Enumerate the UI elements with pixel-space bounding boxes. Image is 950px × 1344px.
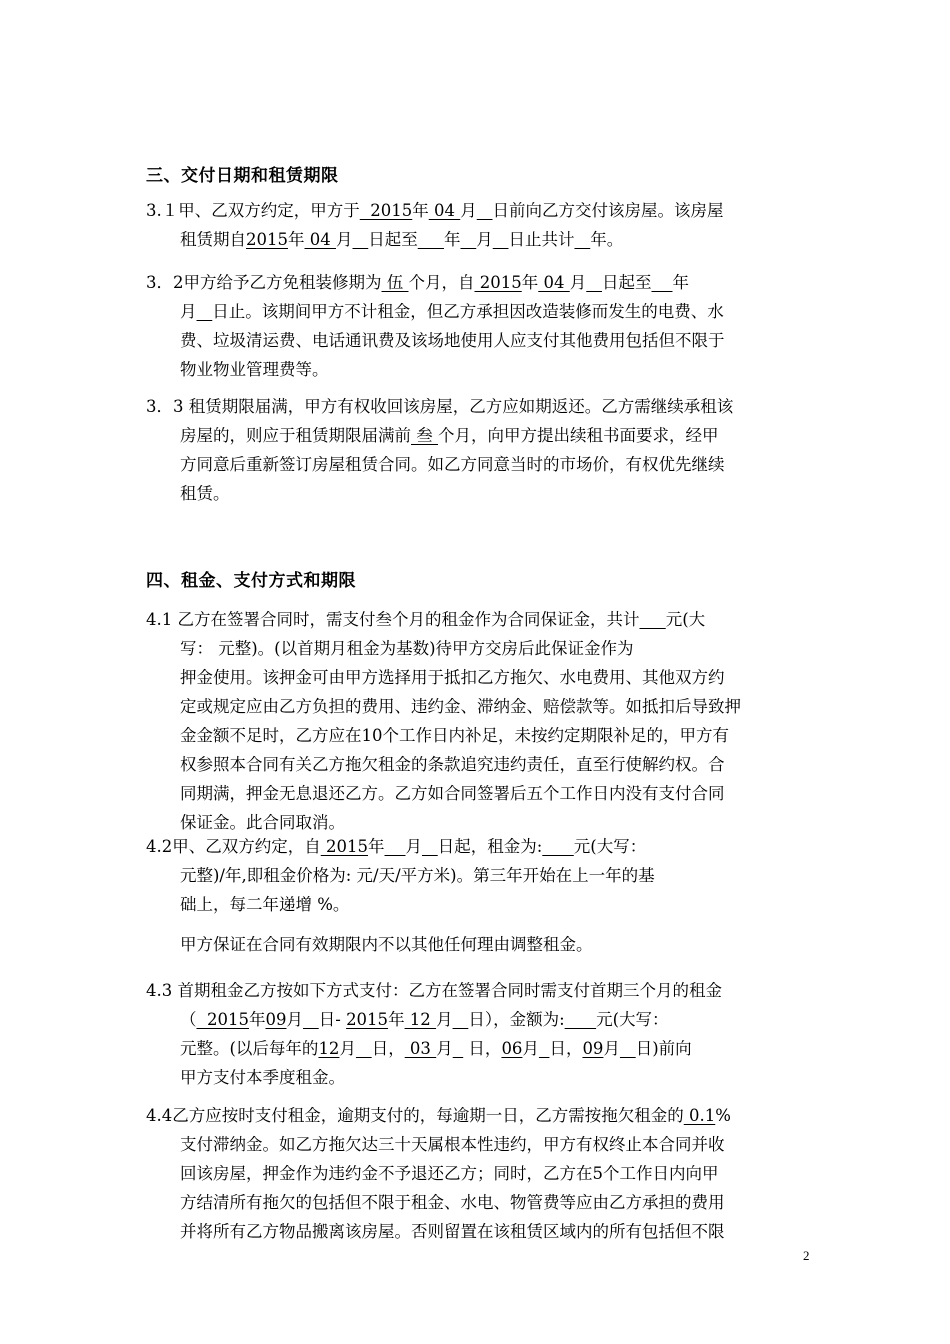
text-line: 4.1 乙方在签署合同时，需支付叁个月的租金作为合同保证金，共计 元(大 (146, 610, 706, 629)
fill-in-blank (197, 302, 213, 321)
text-line: 甲方保证在合同有效期限内不以其他任何理由调整租金。 (180, 935, 593, 954)
text-line: 支付滞纳金。如乙方拖欠达三十天属根本性违约，甲方有权终止本合同并收 (180, 1135, 725, 1154)
text-line: 3．2甲方给予乙方免租装修期为 伍 个月，自 2015年 04 月 日起至 年 (146, 273, 689, 292)
fill-in-blank: 04 (304, 230, 336, 249)
text-line: 金金额不足时，乙方应在10个工作日内补足，未按约定期限补足的，甲方有 (180, 726, 729, 745)
fill-in-blank: 伍 (381, 273, 409, 292)
section-title-delivery: 三、交付日期和租赁期限 (146, 166, 339, 186)
fill-in-blank (356, 1039, 372, 1058)
text-line: 权参照本合同有关乙方拖欠租金的条款追究违约责任，直至行使解约权。合 (180, 755, 725, 774)
fill-in-blank: 2015 (320, 837, 368, 856)
fill-in-blank (539, 1039, 550, 1058)
text-line: 3.１甲、乙双方约定，甲方于 2015年 04 月 日前向乙方交付该房屋。该房屋 (146, 201, 724, 220)
fill-in-blank (385, 837, 406, 856)
text-line: 回该房屋，押金作为违约金不予退还乙方；同时，乙方在5个工作日内向甲 (180, 1164, 719, 1183)
text-line: 并将所有乙方物品搬离该房屋。否则留置在该租赁区域内的所有包括但不限 (180, 1222, 725, 1241)
text-line: 4.2甲、乙双方约定，自 2015年 月 日起，租金为: 元(大写： (146, 837, 647, 856)
fill-in-blank (586, 273, 602, 292)
fill-in-blank: 叁 (411, 426, 438, 445)
text-line: 同期满，押金无息退还乙方。乙方如合同签署后五个工作日内没有支付合同 (180, 784, 725, 803)
fill-in-blank (303, 1010, 319, 1029)
clause-3-2 (146, 268, 808, 384)
fill-in-blank: 2015 (196, 1010, 249, 1029)
text-line: 定或规定应由乙方负担的费用、违约金、滞纳金、赔偿款等。如抵扣后导致押 (180, 697, 741, 716)
text-line: 写： 元整)。(以首期月租金为基数)待甲方交房后此保证金作为 (180, 639, 634, 658)
text-line: 费、垃圾清运费、电话通讯费及该场地使用人应支付其他费用包括但不限于 (180, 331, 725, 350)
text-line: 租赁期自2015年 04 月 日起至 年 月 日止共计 年。 (180, 230, 624, 249)
fill-in-blank: 0.1 (683, 1106, 716, 1125)
clause-4-3 (146, 976, 808, 1092)
fill-in-blank (652, 273, 673, 292)
fill-in-blank (422, 837, 438, 856)
fill-in-blank: 04 (538, 273, 570, 292)
fill-in-blank: 09 (265, 1010, 287, 1029)
text-line: 方同意后重新签订房屋租赁合同。如乙方同意当时的市场价，有权优先继续 (180, 455, 725, 474)
text-line: （ 2015年09月 日- 2015年 12 月 日），金额为: 元(大写： (180, 1010, 669, 1029)
page-number: 2 (803, 1248, 810, 1263)
fill-in-blank: 04 (428, 201, 461, 220)
fill-in-blank: 2015 (359, 201, 413, 220)
fill-in-blank (542, 837, 573, 856)
fill-in-blank (565, 1010, 596, 1029)
fill-in-blank: 03 (404, 1039, 437, 1058)
fill-in-blank (640, 610, 666, 629)
text-line: 元整。(以后每年的12月 日， 03 月 日，06月 日，09月 日)前向 (180, 1039, 692, 1058)
text-line: 方结清所有拖欠的包括但不限于租金、水电、物管费等应由乙方承担的费用 (180, 1193, 725, 1212)
text-line: 甲方支付本季度租金。 (180, 1068, 345, 1087)
text-line: 础上，每二年递增 %。 (180, 895, 350, 914)
text-line: 月 日止。该期间甲方不计租金，但乙方承担因改造装修而发生的电费、水 (180, 302, 724, 321)
fill-in-blank: 12 (404, 1010, 437, 1029)
fill-in-blank (574, 230, 590, 249)
text-line: 押金使用。该押金可由甲方选择用于抵扣乙方拖欠、水电费用、其他双方约 (180, 668, 725, 687)
fill-in-blank: 2015 (346, 1010, 389, 1029)
fill-in-blank: 06 (501, 1039, 523, 1058)
clause-3-1 (146, 196, 808, 254)
fill-in-blank (460, 230, 476, 249)
fill-in-blank (493, 230, 509, 249)
fill-in-blank: 12 (318, 1039, 340, 1058)
text-line: 物业物业管理费等。 (180, 360, 329, 379)
fill-in-blank (453, 1010, 469, 1029)
text-line: 4.3 首期租金乙方按如下方式支付：乙方在签署合同时需支付首期三个月的租金 (146, 981, 722, 1000)
text-line: 3．3 租赁期限届满，甲方有权收回该房屋，乙方应如期返还。乙方需继续承租该 (146, 397, 734, 416)
clause-4-2 (146, 832, 808, 919)
text-line: 4.4乙方应按时支付租金，逾期支付的，每逾期一日，乙方需按拖欠租金的 0.1% (146, 1106, 731, 1125)
fill-in-blank (453, 1039, 464, 1058)
fill-in-blank: 2015 (246, 230, 288, 249)
clause-4-1 (146, 605, 808, 837)
text-line: 房屋的，则应于租赁期限届满前 叁 个月，向甲方提出续租书面要求，经甲 (180, 426, 719, 445)
fill-in-blank (477, 201, 493, 220)
clause-3-3 (146, 392, 808, 508)
fill-in-blank: 09 (582, 1039, 604, 1058)
clause-4-4 (146, 1101, 808, 1246)
fill-in-blank (620, 1039, 636, 1058)
section-title-rent: 四、租金、支付方式和期限 (146, 571, 356, 591)
fill-in-blank: 2015 (474, 273, 522, 292)
text-line: 保证金。此合同取消。 (180, 813, 345, 832)
text-line: 元整)/年,即租金价格为: 元/天/平方米)。第三年开始在上一年的基 (180, 866, 655, 885)
fill-in-blank (418, 230, 444, 249)
text-line: 租赁。 (180, 484, 230, 503)
fill-in-blank (353, 230, 369, 249)
clause-4-2-note (146, 930, 808, 959)
